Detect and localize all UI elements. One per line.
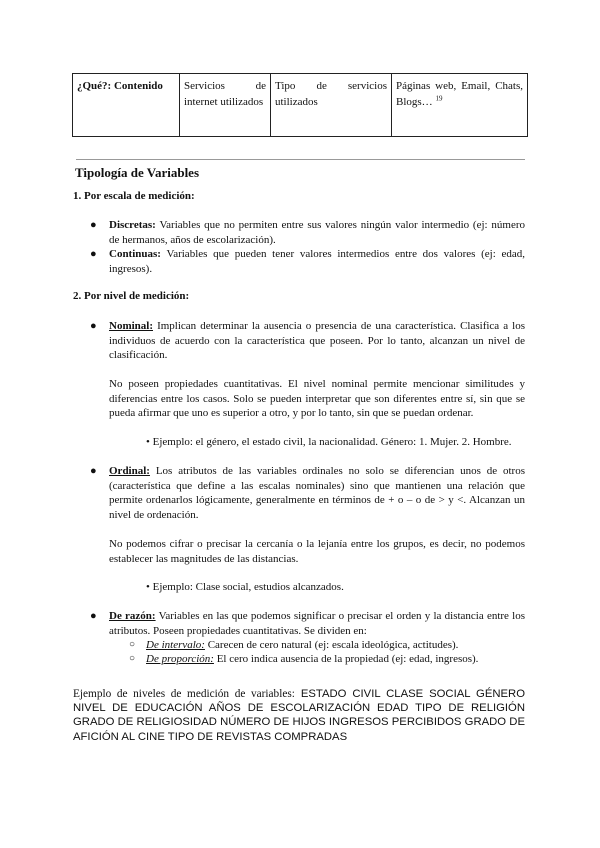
- paragraph-ordinal: No podemos cifrar o precisar la cercanía o la lejanía entre los grupos, es decir, no podemos establecer las magnitudes de las distancias.: [109, 538, 525, 565]
- term-discretas: Discretas:: [109, 219, 156, 231]
- examples-text: Páginas web, Email, Chats, Blogs…: [396, 80, 523, 108]
- text-continuas: Variables que pueden tener valores intermedios entre dos valores (ej: edad, ingresos).: [109, 248, 525, 275]
- list-item-nominal: [109, 319, 525, 363]
- section-title: Tipología de Variables: [75, 165, 200, 180]
- list-item-ordinal: [109, 464, 525, 522]
- horizontal-divider: [76, 159, 525, 160]
- text-discretas: Variables que no permiten entre sus valores ningún valor intermedio (ej: número de hermanos, años de escolarización).: [109, 219, 525, 246]
- text-proporcion: El cero indica ausencia de la propiedad (ej: edad, ingresos).: [216, 653, 479, 665]
- term-proporcion: De proporción:: [146, 653, 214, 665]
- heading-escala: 1. Por escala de medición:: [73, 190, 195, 202]
- bullet-icon: ●: [90, 320, 97, 332]
- list-item-razon: [109, 609, 525, 638]
- final-text: ESTADO CIVIL CLASE SOCIAL GÉNERO NIVEL DE EDUCACIÓN AÑOS DE ESCOLARIZACIÓN EDAD TIPO DE RELIGIÓN GRADO DE RELIGIOSIDAD NÚMERO DE HIJOS INGRESOS PERCIBIDOS GRADO DE AFICIÓN AL CINE TIPO DE REVISTAS COMPRADAS: [73, 688, 525, 743]
- heading-nivel: 2. Por nivel de medición:: [73, 290, 190, 302]
- text-intervalo: Carecen de cero natural (ej: escala ideológica, actitudes).: [207, 639, 459, 651]
- bullet-icon: ●: [90, 219, 97, 231]
- final-lead: Ejemplo de niveles de medición de variables:: [73, 688, 295, 700]
- circle-bullet-icon: ○: [129, 653, 136, 664]
- text-ordinal: Los atributos de las variables ordinales no solo se diferencian unos de otros (característica que define a las escalas nominales) sino que mantienen una relación que permite ordenarlos lógicamente, generalmente en términos de + o – o de > y <. Alcanzan un nivel de ordenación.: [109, 465, 525, 521]
- text-razon: Variables en las que podemos significar o precisar el orden y la distancia entre los atributos. Poseen propiedades cuantitativas. Se dividen en:: [109, 610, 525, 637]
- term-ordinal: Ordinal:: [109, 465, 150, 477]
- term-nominal: Nominal:: [109, 320, 153, 332]
- bullet-icon: ●: [90, 610, 97, 622]
- list-item-continuas: [109, 247, 525, 276]
- circle-bullet-icon: ○: [129, 639, 136, 650]
- table-row: [73, 74, 528, 137]
- example-ordinal: • Ejemplo: Clase social, estudios alcanzados.: [146, 581, 344, 593]
- table-cell-question: ¿Qué?: Contenido: [73, 74, 180, 137]
- list-item-discretas: [109, 218, 525, 247]
- term-intervalo: De intervalo:: [146, 639, 205, 651]
- table-cell-services: Servicios de internet utilizados: [180, 74, 271, 137]
- text-nominal: Implican determinar la ausencia o presencia de una característica. Clasifica a los individuos de acuerdo con la característica que poseen. Por lo tanto, alcanzan un nivel de clasificación.: [109, 320, 526, 361]
- footnote-marker[interactable]: 19: [435, 94, 443, 103]
- term-razon: De razón:: [109, 610, 156, 622]
- bullet-icon: ●: [90, 248, 97, 260]
- table-cell-examples: [392, 74, 528, 137]
- final-paragraph: [73, 687, 525, 744]
- paragraph-nominal: No poseen propiedades cuantitativas. El nivel nominal permite mencionar similitudes y diferencias entre los casos. Solo se pueden interpretar que son diferentes entre sí, sin que se pueda afirmar que uno es superior a otro, y por lo tanto, sin que se puedan ordenar.: [109, 378, 525, 419]
- sub-item-proporcion: [146, 652, 478, 667]
- content-table: [72, 73, 528, 137]
- bullet-icon: ●: [90, 465, 97, 477]
- example-nominal: • Ejemplo: el género, el estado civil, la nacionalidad. Género: 1. Mujer. 2. Hombre.: [146, 436, 512, 448]
- table-cell-service-types: Tipo de servicios utilizados: [271, 74, 392, 137]
- sub-item-intervalo: [146, 638, 458, 653]
- term-continuas: Continuas:: [109, 248, 161, 260]
